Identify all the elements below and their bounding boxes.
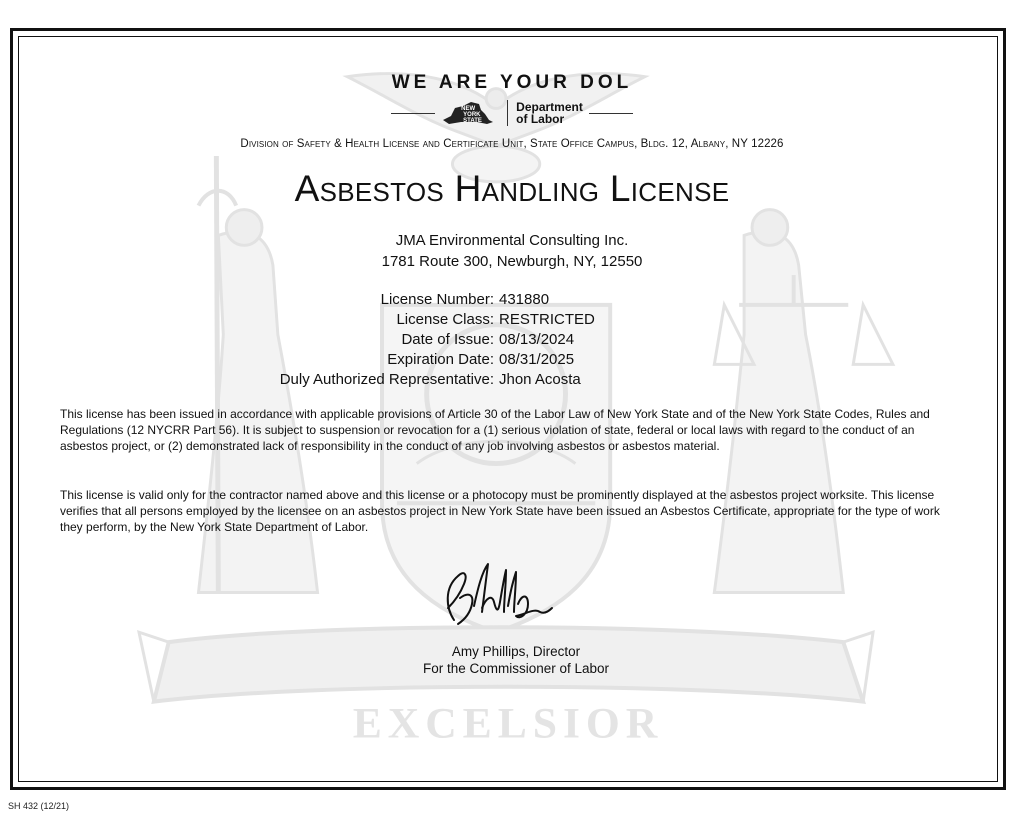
- signatory-name: Amy Phillips, Director: [451, 644, 581, 659]
- logo-divider: [507, 100, 508, 126]
- ny-state-outline-icon: [441, 100, 499, 126]
- state-mark-line-1: NEW: [461, 106, 476, 112]
- director-signature: [424, 558, 564, 628]
- license-fields: [0, 290, 1024, 390]
- licensee-block: [0, 230, 1024, 272]
- form-code: SH 432 (12/21): [8, 801, 70, 811]
- department-line-1: Department: [516, 100, 583, 114]
- field-license-class: [0, 310, 1024, 330]
- state-mark-line-3: STATE: [463, 118, 482, 124]
- field-value: 08/31/2025: [499, 351, 575, 368]
- dol-slogan: WE ARE YOUR DOL: [391, 72, 633, 93]
- department-name: [516, 101, 583, 125]
- field-label: Expiration Date:: [387, 351, 494, 368]
- department-logo: [0, 100, 1024, 126]
- department-line-2: of Labor: [516, 112, 565, 126]
- field-value: RESTRICTED: [499, 311, 595, 328]
- signatory-capacity: For the Commissioner of Labor: [422, 661, 610, 676]
- licensee-name: JMA Environmental Consulting Inc.: [395, 232, 629, 249]
- field-value: 08/13/2024: [499, 331, 575, 348]
- field-date-of-issue: [0, 330, 1024, 350]
- logo-left-rule: [391, 113, 435, 114]
- field-authorized-representative: [0, 370, 1024, 390]
- logo-right-rule: [589, 113, 633, 114]
- field-value: 431880: [499, 291, 550, 308]
- legal-paragraph-2: This license is valid only for the contractor named above and this license or a photocopy must be prominently displayed at the asbestos project worksite. This license verifies that all persons employed by the licensee on an asbestos project in New York State have been issued an Asbestos Certificate, appropriate for the type of work they perform, by the New York State Department of Labor.: [60, 488, 940, 534]
- field-label: Date of Issue:: [401, 331, 494, 348]
- division-address: Division of Safety & Health License and Certificate Unit, State Office Campus, Bldg. 12, Albany, NY 12226: [240, 138, 784, 150]
- field-license-number: [0, 290, 1024, 310]
- field-label: Duly Authorized Representative:: [279, 371, 494, 388]
- state-mark-line-2: YORK: [463, 112, 481, 118]
- field-label: License Class:: [396, 311, 494, 328]
- signatory-block: [8, 643, 1024, 677]
- field-label: License Number:: [380, 291, 494, 308]
- excelsior-motto: EXCELSIOR: [352, 699, 664, 748]
- legal-paragraph-1: This license has been issued in accordance with applicable provisions of Article 30 of the Labor Law of New York State and of the New York State Codes, Rules and Regulations (12 NYCRR Part 56). It is subject to suspension or revocation for a (1) serious violation of state, federal or local laws with regard to the conduct of an asbestos project, or (2) demonstrated lack of responsibility in the conduct of any job involving asbestos or asbestos material.: [60, 407, 930, 453]
- license-title: Asbestos Handling License: [294, 168, 730, 209]
- field-expiration-date: [0, 350, 1024, 370]
- field-value: Jhon Acosta: [499, 371, 581, 388]
- licensee-address: 1781 Route 300, Newburgh, NY, 12550: [381, 253, 643, 270]
